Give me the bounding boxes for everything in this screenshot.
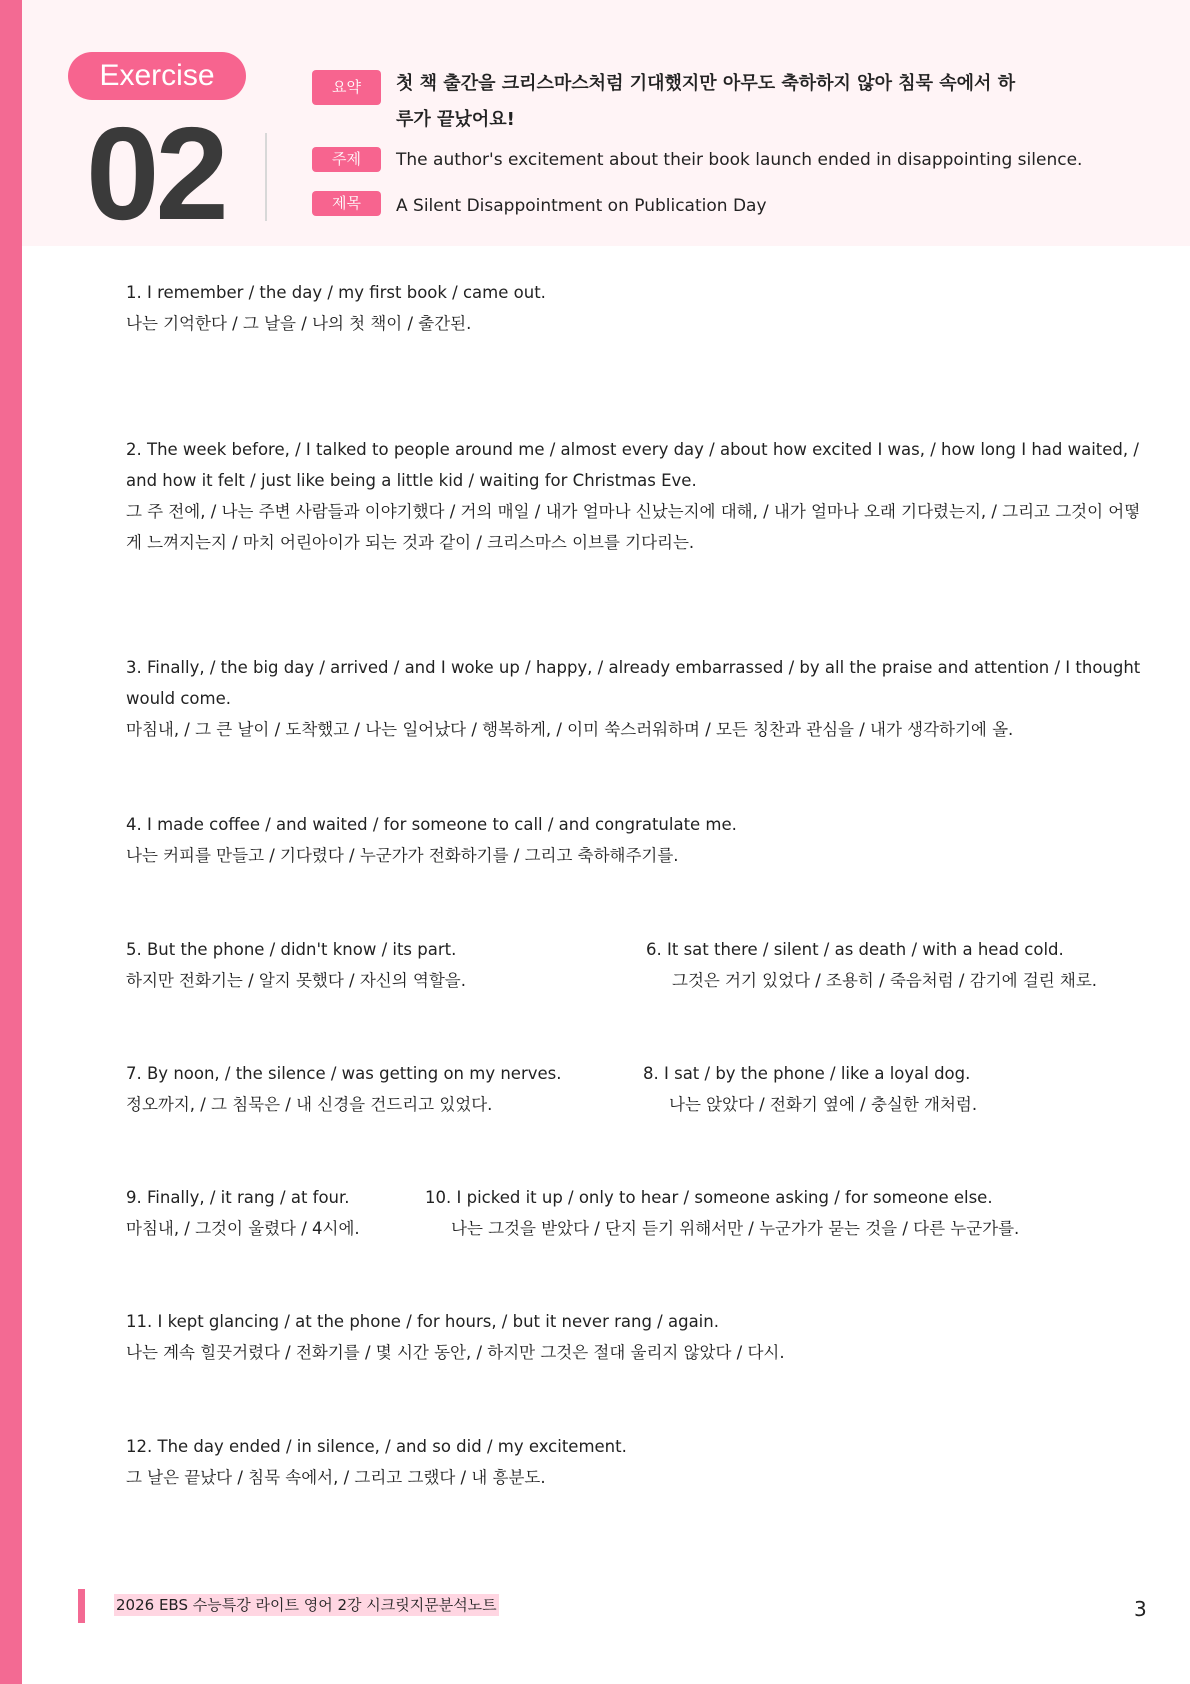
sentence-english: 10. I picked it up / only to hear / someone asking / for someone else. (425, 1188, 993, 1207)
sentence-12 (126, 1431, 1146, 1493)
sentence-korean: 정오까지, / 그 침묵은 / 내 신경을 건드리고 있었다. (126, 1095, 493, 1114)
sentence-6 (646, 934, 1166, 996)
sentence-english: 4. I made coffee / and waited / for someone to call / and congratulate me. (126, 815, 737, 834)
sentence-korean: 그것은 거기 있었다 / 조용히 / 죽음처럼 / 감기에 걸린 채로. (672, 971, 1098, 990)
title-tag: 제목 (312, 191, 381, 216)
sentence-7 (126, 1058, 626, 1120)
sentence-english: 11. I kept glancing / at the phone / for hours, / but it never rang / again. (126, 1312, 719, 1331)
sentence-korean: 나는 그것을 받았다 / 단지 듣기 위해서만 / 누군가가 묻는 것을 / 다른 누군가를. (451, 1219, 1020, 1238)
sentence-korean: 마침내, / 그것이 울렸다 / 4시에. (126, 1219, 360, 1238)
sentence-3 (126, 652, 1150, 745)
summary-text: 첫 책 출간을 크리스마스처럼 기대했지만 아무도 축하하지 않아 침묵 속에서 하루가 끝났어요! (396, 73, 1016, 130)
sentence-english: 5. But the phone / didn't know / its part. (126, 940, 457, 959)
sentence-korean: 그 주 전에, / 나는 주변 사람들과 이야기했다 / 거의 매일 / 내가 얼마나 신났는지에 대해, / 내가 얼마나 오래 기다렸는지, / 그리고 그것이 어떻게 느껴지는지 / 마치 어린아이가 되는 것과 같이 / 크리스마스 이브를 기다리는. (126, 502, 1141, 552)
theme-tag: 주제 (312, 147, 381, 172)
footer-title: 2026 EBS 수능특강 라이트 영어 2강 시크릿지문분석노트 (116, 1596, 497, 1614)
sentence-english: 1. I remember / the day / my first book / came out. (126, 283, 546, 302)
sentence-korean: 나는 앉았다 / 전화기 옆에 / 충실한 개처럼. (669, 1095, 978, 1114)
sentence-english: 7. By noon, / the silence / was getting on my nerves. (126, 1064, 562, 1083)
left-accent-bar (0, 0, 22, 1684)
sentence-korean: 그 날은 끝났다 / 침묵 속에서, / 그리고 그랬다 / 내 흥분도. (126, 1468, 546, 1487)
sentence-4 (126, 809, 1146, 871)
sentence-korean: 하지만 전화기는 / 알지 못했다 / 자신의 역할을. (126, 971, 466, 990)
summary-tag: 요약 (312, 70, 381, 105)
sentence-5 (126, 934, 626, 996)
exercise-number: 02 (86, 100, 225, 247)
sentence-11 (126, 1306, 1146, 1368)
sentence-english: 9. Finally, / it rang / at four. (126, 1188, 350, 1207)
sentence-english: 12. The day ended / in silence, / and so did / my excitement. (126, 1437, 627, 1456)
sentence-korean: 마침내, / 그 큰 날이 / 도착했고 / 나는 일어났다 / 행복하게, / 이미 쑥스러워하며 / 모든 칭찬과 관심을 / 내가 생각하기에 올. (126, 720, 1014, 739)
sentence-korean: 나는 커피를 만들고 / 기다렸다 / 누군가가 전화하기를 / 그리고 축하해주기를. (126, 846, 679, 865)
sentence-8 (643, 1058, 1163, 1120)
sentence-korean: 나는 계속 힐끗거렸다 / 전화기를 / 몇 시간 동안, / 하지만 그것은 절대 울리지 않았다 / 다시. (126, 1343, 785, 1362)
sentence-english: 8. I sat / by the phone / like a loyal dog. (643, 1064, 971, 1083)
footer-accent-bar (78, 1589, 85, 1623)
sentence-9 (126, 1182, 416, 1244)
sentence-2 (126, 434, 1150, 558)
sentence-english: 6. It sat there / silent / as death / with a head cold. (646, 940, 1064, 959)
sentence-korean: 나는 기억한다 / 그 날을 / 나의 첫 책이 / 출간된. (126, 314, 472, 333)
sentence-1 (126, 277, 1146, 339)
sentence-english: 3. Finally, / the big day / arrived / and I woke up / happy, / already embarrassed / by all the praise and attention / I thought would come. (126, 658, 1141, 708)
exercise-label: Exercise (68, 52, 246, 100)
page-number: 3 (1134, 1597, 1147, 1621)
sentence-english: 2. The week before, / I talked to people around me / almost every day / about how excited I was, / how long I had waited, / and how it felt / just like being a little kid / waiting for Christmas Eve. (126, 440, 1139, 490)
sentence-10 (425, 1182, 1175, 1244)
header-divider (265, 133, 267, 221)
title-text: A Silent Disappointment on Publication Day (396, 196, 767, 216)
theme-text: The author's excitement about their book launch ended in disappointing silence. (396, 150, 1083, 170)
